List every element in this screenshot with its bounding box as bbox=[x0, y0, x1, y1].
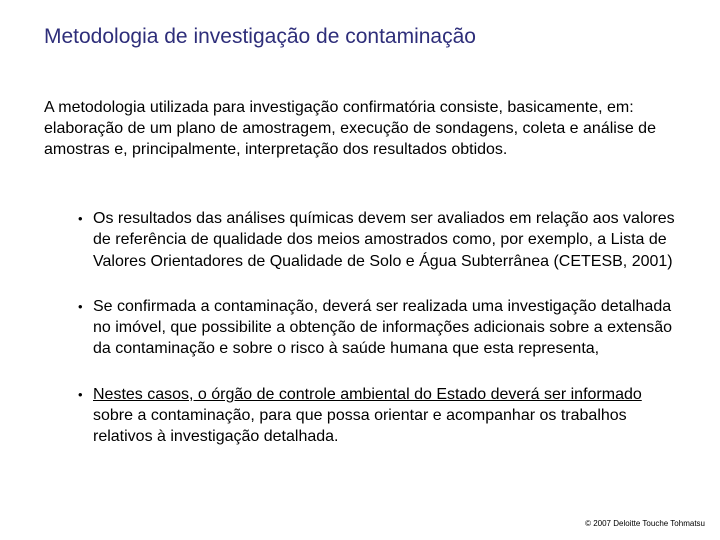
bullet-text: sobre a contaminação, para que possa orientar e acompanhar os trabalhos relativos à investigação detalhada. bbox=[93, 407, 627, 446]
bullet-item-1 bbox=[78, 208, 678, 272]
bullet-marker: • bbox=[78, 298, 83, 314]
bullet-item-2 bbox=[78, 296, 678, 360]
bullet-text: Os resultados das análises químicas devem ser avaliados em relação aos valores de referência de qualidade dos meios amostrados como, por exemplo, a Lista de Valores Orientadores de Qualidade de Solo e Água Subterrânea (CETESB, 2001) bbox=[93, 210, 675, 270]
bullet-text: Se confirmada a contaminação, deverá ser realizada uma investigação detalhada no imóvel, que possibilite a obtenção de informações adicionais sobre a extensão da contaminação e sobre o risco à saúde humana que esta representa, bbox=[93, 297, 673, 358]
copyright-footer: © 2007 Deloitte Touche Tohmatsu bbox=[585, 519, 705, 528]
slide-title: Metodologia de investigação de contaminação bbox=[44, 25, 476, 48]
bullet-underlined-text: Nestes casos, o órgão de controle ambiental do Estado deverá ser informado bbox=[93, 385, 642, 403]
bullet-list bbox=[78, 208, 678, 472]
bullet-marker: • bbox=[78, 386, 83, 402]
intro-paragraph: A metodologia utilizada para investigação confirmatória consiste, basicamente, em: elaboração de um plano de amostragem, execução de sondagens, coleta e análise de amostras e, principalmente, interpretação dos resultados obtidos. bbox=[44, 99, 656, 158]
bullet-marker: • bbox=[78, 211, 83, 226]
bullet-item-3 bbox=[78, 384, 678, 448]
